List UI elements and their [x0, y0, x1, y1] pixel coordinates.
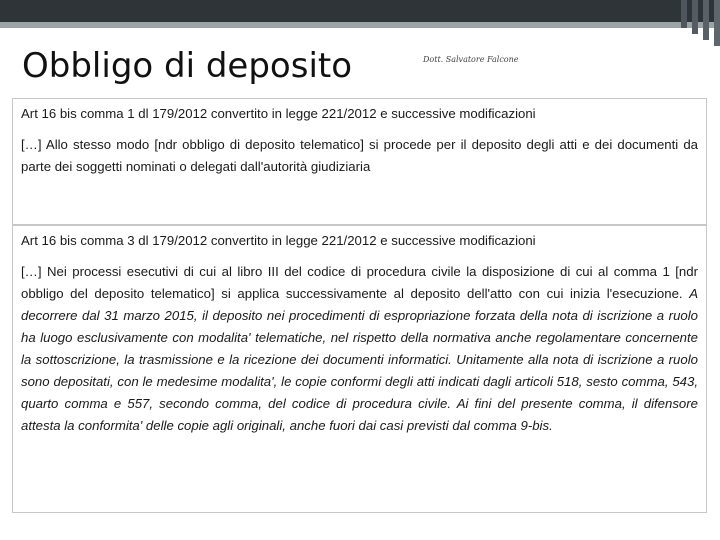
corner-stripe — [692, 0, 698, 34]
header-bar — [0, 0, 720, 22]
excerpt-heading: Art 16 bis comma 1 dl 179/2012 convertito in legge 221/2012 e successive modificazioni — [21, 106, 536, 121]
excerpt-heading: Art 16 bis comma 3 dl 179/2012 convertito in legge 221/2012 e successive modificazioni — [21, 233, 536, 248]
excerpt-body — [21, 261, 698, 437]
corner-decoration — [672, 0, 720, 48]
excerpt-body-italic: A decorrere dal 31 marzo 2015, il deposito nei procedimenti di espropriazione forzata della nota di iscrizione a ruolo ha luogo esclusivamente con modalita' telematiche, nel rispetto della normativa anche regolamentare concernente la sottoscrizione, la trasmissione e la ricezione dei documenti informatici. Unitamente alla nota di iscrizione a ruolo sono depositati, con le medesime modalita', le copie conformi degli atti indicati dagli articoli 518, sesto comma, 543, quarto comma e 557, secondo comma, del codice di procedura civile. Ai fini del presente comma, il difensore attesta la conformita' delle copie agli originali, anche fuori dai casi previsti dal comma 9-bis. — [21, 286, 698, 433]
corner-stripe — [681, 0, 687, 28]
excerpt-body-regular: […] Nei processi esecutivi di cui al libro III del codice di procedura civile la disposizione di cui al comma 1 [ndr obbligo del deposito telematico] si applica successivamente al deposito dell'atto con cui inizia l'esecuzione. — [21, 264, 698, 301]
header-accent-bar — [0, 22, 720, 28]
corner-stripe — [703, 0, 709, 40]
slide-title: Obbligo di deposito — [22, 46, 353, 86]
law-excerpt-comma-3 — [12, 225, 707, 513]
corner-stripe — [714, 0, 720, 46]
law-excerpt-comma-1 — [12, 98, 707, 225]
excerpt-body: […] Allo stesso modo [ndr obbligo di deposito telematico] si procede per il deposito degli atti e dei documenti da parte dei soggetti nominati o delegati dall'autorità giudiziaria — [21, 137, 698, 174]
author-name: Dott. Salvatore Falcone — [423, 55, 519, 64]
